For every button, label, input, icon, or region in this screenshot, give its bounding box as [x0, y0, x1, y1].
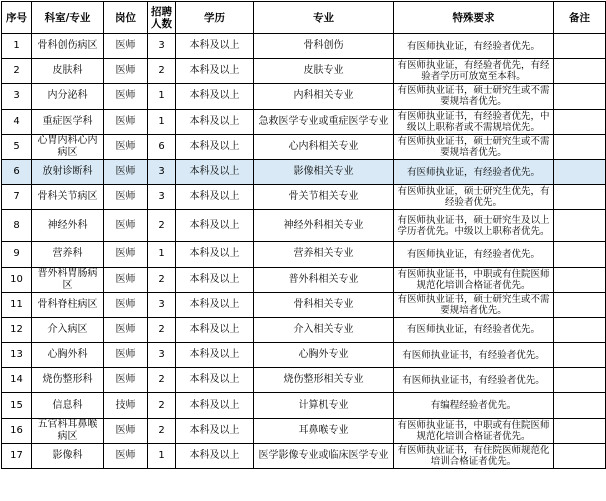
- cell-edu: 本科及以上: [176, 59, 254, 84]
- cell-req: 有医师执业证书，硕士研究生或不需要规培者优先。: [394, 84, 554, 109]
- cell-dept: 皮肤科: [32, 59, 104, 84]
- cell-dept: 骨科关节病区: [32, 185, 104, 210]
- cell-note: [554, 317, 606, 342]
- cell-note: [554, 393, 606, 418]
- cell-dept: 神经外科: [32, 210, 104, 242]
- cell-dept: 内分泌科: [32, 84, 104, 109]
- cell-dept: 心胃内科心内病区: [32, 134, 104, 159]
- cell-edu: 本科及以上: [176, 242, 254, 267]
- cell-edu: 本科及以上: [176, 418, 254, 443]
- cell-major: 介入相关专业: [254, 317, 394, 342]
- cell-req: 有医师执业证，有经验者优先。: [394, 159, 554, 184]
- cell-post: 医师: [104, 109, 148, 134]
- table-row: [2, 317, 606, 342]
- cell-edu: 本科及以上: [176, 267, 254, 292]
- cell-note: [554, 159, 606, 184]
- cell-major: 耳鼻喉专业: [254, 418, 394, 443]
- cell-count: 2: [148, 393, 176, 418]
- table-row: [2, 393, 606, 418]
- table-row: [2, 210, 606, 242]
- cell-note: [554, 109, 606, 134]
- table-row: [2, 267, 606, 292]
- cell-no: 1: [2, 34, 32, 59]
- cell-note: [554, 185, 606, 210]
- cell-req: 有医师执业证，有经验者优先。: [394, 242, 554, 267]
- cell-note: [554, 267, 606, 292]
- cell-post: 医师: [104, 34, 148, 59]
- cell-major: 内科相关专业: [254, 84, 394, 109]
- cell-req: 有医师执业证，有经验者优先。: [394, 317, 554, 342]
- cell-req: 有医师执业证书，有住院医师规范化培训合格证者优先。: [394, 443, 554, 468]
- cell-major: 计算机专业: [254, 393, 394, 418]
- cell-dept: 心胸外科: [32, 343, 104, 368]
- cell-req: 有医师执业证书，有经验者优先。: [394, 343, 554, 368]
- header-count: 招聘人数: [148, 2, 176, 34]
- cell-dept: 重症医学科: [32, 109, 104, 134]
- cell-req: 有医师执业证书，有经验者优先，中级以上职称者或不需规培优先。: [394, 109, 554, 134]
- table-row: [2, 84, 606, 109]
- cell-count: 1: [148, 242, 176, 267]
- cell-count: 3: [148, 185, 176, 210]
- header-edu: 学历: [176, 2, 254, 34]
- cell-dept: 营养科: [32, 242, 104, 267]
- cell-no: 4: [2, 109, 32, 134]
- cell-req: 有编程经验者优先。: [394, 393, 554, 418]
- cell-edu: 本科及以上: [176, 368, 254, 393]
- cell-note: [554, 134, 606, 159]
- cell-edu: 本科及以上: [176, 159, 254, 184]
- cell-no: 7: [2, 185, 32, 210]
- table-row: [2, 292, 606, 317]
- cell-major: 骨科创伤: [254, 34, 394, 59]
- cell-count: 1: [148, 443, 176, 468]
- header-no: 序号: [2, 2, 32, 34]
- cell-count: 3: [148, 159, 176, 184]
- cell-dept: 烧伤整形科: [32, 368, 104, 393]
- cell-major: 心内科相关专业: [254, 134, 394, 159]
- cell-count: 2: [148, 418, 176, 443]
- cell-post: 医师: [104, 418, 148, 443]
- table-row: [2, 185, 606, 210]
- cell-note: [554, 242, 606, 267]
- cell-no: 13: [2, 343, 32, 368]
- cell-req: 有医师执业证书，硕士研究生及以上学历者优先。中级以上职称者优先。: [394, 210, 554, 242]
- cell-req: 有医师执业证书，硕士研究生或不需要规培者优先。: [394, 292, 554, 317]
- cell-post: 技师: [104, 393, 148, 418]
- cell-note: [554, 343, 606, 368]
- cell-edu: 本科及以上: [176, 393, 254, 418]
- cell-no: 9: [2, 242, 32, 267]
- cell-no: 11: [2, 292, 32, 317]
- cell-post: 医师: [104, 59, 148, 84]
- cell-major: 影像相关专业: [254, 159, 394, 184]
- cell-major: 骨科相关专业: [254, 292, 394, 317]
- header-post: 岗位: [104, 2, 148, 34]
- cell-edu: 本科及以上: [176, 443, 254, 468]
- cell-req: 有医师执业证书，硕士研究生或不需要规培者优先。: [394, 134, 554, 159]
- cell-post: 医师: [104, 84, 148, 109]
- cell-edu: 本科及以上: [176, 185, 254, 210]
- cell-no: 12: [2, 317, 32, 342]
- cell-post: 医师: [104, 159, 148, 184]
- cell-dept: 骨科创伤病区: [32, 34, 104, 59]
- cell-major: 普外科相关专业: [254, 267, 394, 292]
- cell-note: [554, 368, 606, 393]
- cell-post: 医师: [104, 368, 148, 393]
- header-dept: 科室/专业: [32, 2, 104, 34]
- cell-dept: 介入病区: [32, 317, 104, 342]
- cell-count: 3: [148, 34, 176, 59]
- cell-no: 5: [2, 134, 32, 159]
- header-req: 特殊要求: [394, 2, 554, 34]
- cell-post: 医师: [104, 185, 148, 210]
- cell-major: 皮肤专业: [254, 59, 394, 84]
- cell-post: 医师: [104, 210, 148, 242]
- cell-note: [554, 59, 606, 84]
- cell-no: 2: [2, 59, 32, 84]
- cell-major: 急救医学专业或重症医学专业: [254, 109, 394, 134]
- table-body: [2, 34, 606, 469]
- cell-no: 14: [2, 368, 32, 393]
- cell-post: 医师: [104, 443, 148, 468]
- cell-post: 医师: [104, 317, 148, 342]
- cell-dept: 五官科耳鼻喉病区: [32, 418, 104, 443]
- cell-edu: 本科及以上: [176, 134, 254, 159]
- table-row: [2, 34, 606, 59]
- recruitment-table: [1, 1, 606, 469]
- cell-req: 有医师执业证，有经验者优先，有经验者学历可放宽至本科。: [394, 59, 554, 84]
- cell-count: 2: [148, 368, 176, 393]
- cell-no: 17: [2, 443, 32, 468]
- cell-post: 医师: [104, 292, 148, 317]
- cell-note: [554, 443, 606, 468]
- cell-dept: 骨科脊柱病区: [32, 292, 104, 317]
- cell-post: 医师: [104, 242, 148, 267]
- cell-no: 8: [2, 210, 32, 242]
- cell-edu: 本科及以上: [176, 109, 254, 134]
- cell-major: 医学影像专业或临床医学专业: [254, 443, 394, 468]
- cell-major: 心胸外专业: [254, 343, 394, 368]
- table-row: [2, 368, 606, 393]
- table-row: [2, 418, 606, 443]
- cell-edu: 本科及以上: [176, 210, 254, 242]
- table-row: [2, 159, 606, 184]
- cell-count: 2: [148, 317, 176, 342]
- cell-req: 有医师执业证书，有经验者优先。: [394, 368, 554, 393]
- header-note: 备注: [554, 2, 606, 34]
- header-row: [2, 2, 606, 34]
- cell-count: 2: [148, 59, 176, 84]
- cell-edu: 本科及以上: [176, 343, 254, 368]
- cell-note: [554, 210, 606, 242]
- cell-no: 10: [2, 267, 32, 292]
- cell-edu: 本科及以上: [176, 34, 254, 59]
- cell-req: 有医师执业证，硕士研究生优先，有经验者优先。: [394, 185, 554, 210]
- cell-no: 15: [2, 393, 32, 418]
- table-row: [2, 109, 606, 134]
- cell-edu: 本科及以上: [176, 84, 254, 109]
- cell-note: [554, 34, 606, 59]
- cell-req: 有医师执业证书，中职或有住院医师规范化培训合格证者优先。: [394, 267, 554, 292]
- cell-note: [554, 84, 606, 109]
- cell-no: 3: [2, 84, 32, 109]
- cell-major: 营养相关专业: [254, 242, 394, 267]
- cell-dept: 普外科胃肠病区: [32, 267, 104, 292]
- table-row: [2, 59, 606, 84]
- cell-dept: 影像科: [32, 443, 104, 468]
- cell-count: 2: [148, 267, 176, 292]
- cell-note: [554, 292, 606, 317]
- cell-count: 6: [148, 134, 176, 159]
- cell-major: 神经外科相关专业: [254, 210, 394, 242]
- table-row: [2, 443, 606, 468]
- cell-edu: 本科及以上: [176, 292, 254, 317]
- cell-req: 有医师执业证，有经验者优先。: [394, 34, 554, 59]
- table-row: [2, 242, 606, 267]
- cell-post: 医师: [104, 343, 148, 368]
- table-row: [2, 134, 606, 159]
- cell-count: 1: [148, 109, 176, 134]
- cell-note: [554, 418, 606, 443]
- cell-no: 16: [2, 418, 32, 443]
- cell-count: 3: [148, 343, 176, 368]
- cell-dept: 信息科: [32, 393, 104, 418]
- cell-count: 3: [148, 292, 176, 317]
- cell-count: 2: [148, 210, 176, 242]
- cell-req: 有医师执业证书，中职或有住院医师规范化培训合格证者优先。: [394, 418, 554, 443]
- cell-edu: 本科及以上: [176, 317, 254, 342]
- cell-post: 医师: [104, 267, 148, 292]
- cell-post: 医师: [104, 134, 148, 159]
- cell-no: 6: [2, 159, 32, 184]
- cell-major: 烧伤整形相关专业: [254, 368, 394, 393]
- table-row: [2, 343, 606, 368]
- header-major: 专业: [254, 2, 394, 34]
- cell-count: 1: [148, 84, 176, 109]
- cell-dept: 放射诊断科: [32, 159, 104, 184]
- cell-major: 骨关节相关专业: [254, 185, 394, 210]
